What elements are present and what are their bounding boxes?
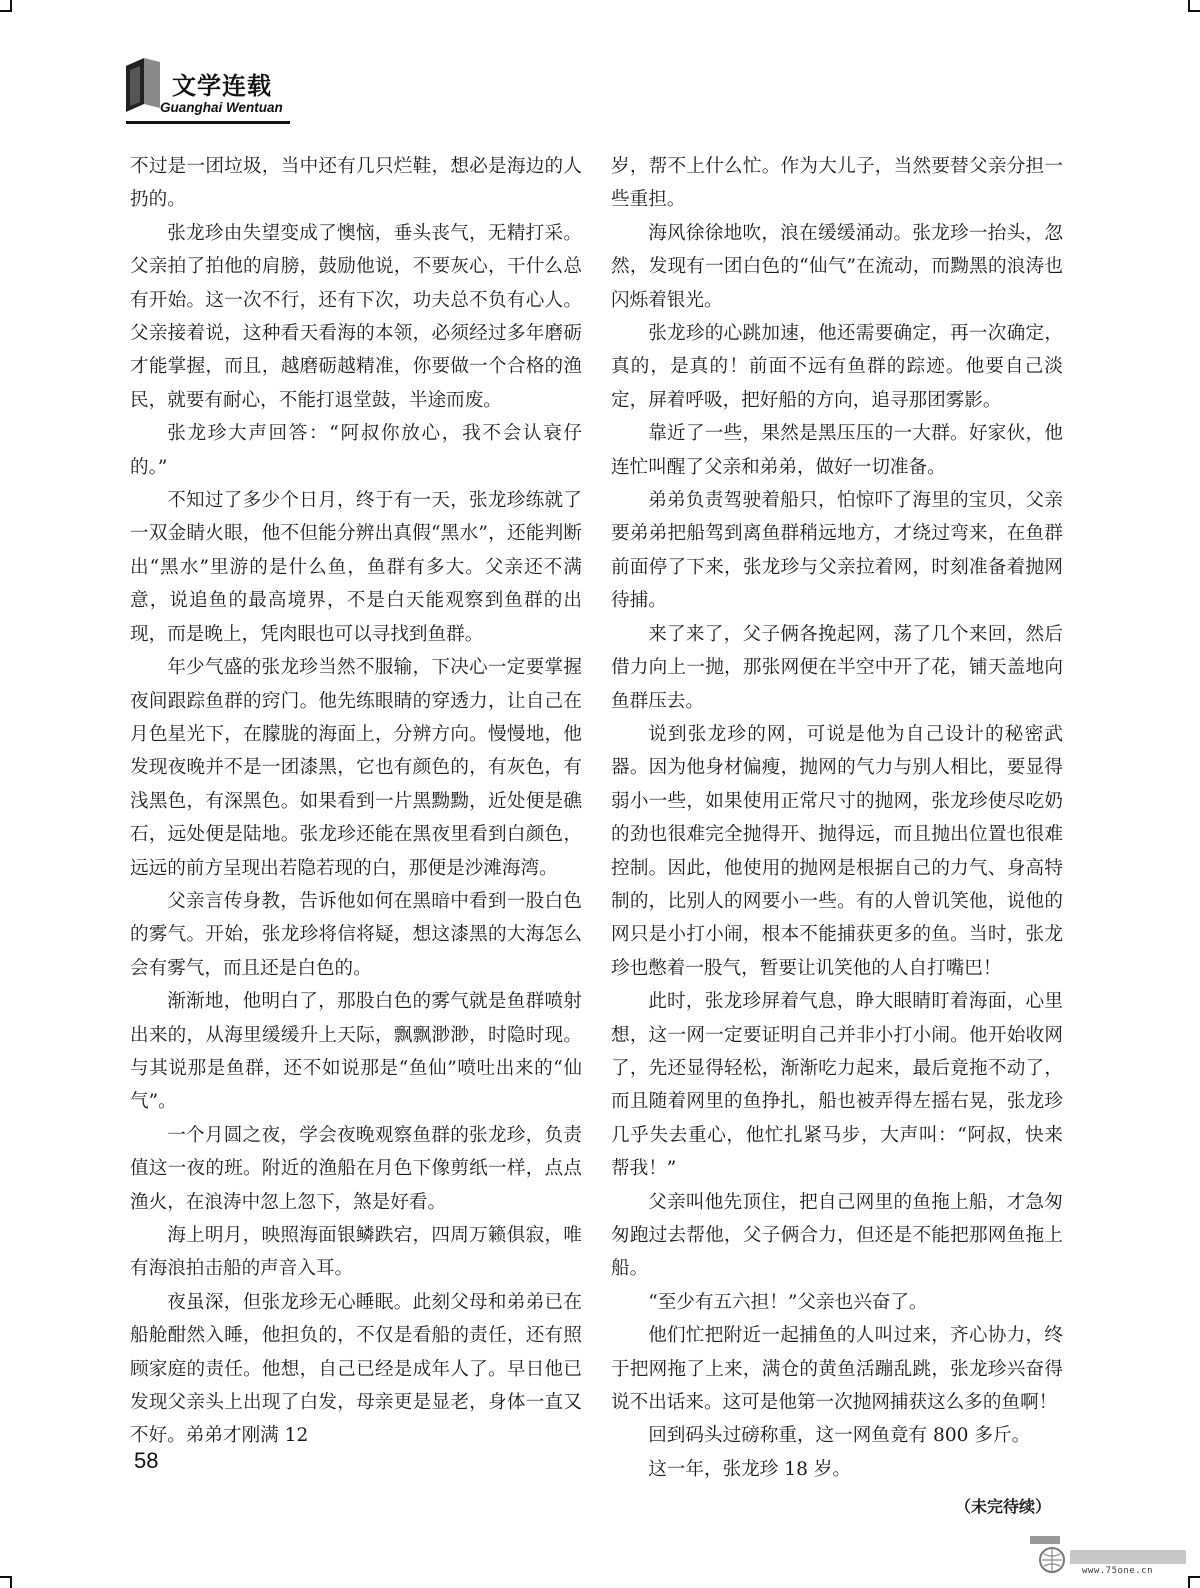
crop-mark <box>10 0 12 12</box>
right-column <box>611 150 1063 1524</box>
paragraph: 说到张龙珍的网，可说是他为自己设计的秘密武器。因为他身材偏瘦，抛网的气力与别人相比，要显得弱小一些，如果使用正常尺寸的抛网，张龙珍使尽吃奶的劲也很难完全抛得开、抛得远，而且抛出位置也很难控制。因此，他使用的抛网是根据自己的力气、身高特制的，比别人的网要小一些。有的人曾讥笑他，说他的网只是小打小闹，根本不能捕获更多的鱼。当时，张龙珍也憋着一股气，暂要让讥笑他的人自打嘴巴！ <box>611 723 1063 979</box>
book-logo-icon <box>126 58 160 112</box>
paragraph: 他们忙把附近一起捕鱼的人叫过来，齐心协力，终于把网拖了上来，满仓的黄鱼活蹦乱跳，张龙珍兴奋得说不出话来。这可是他第一次抛网捕获这么多的鱼啊！ <box>611 1325 1063 1414</box>
paragraph: 一个月圆之夜，学会夜晚观察鱼群的张龙珍，负责值这一夜的班。附近的渔船在月色下像剪纸一样，点点渔火，在浪涛中忽上忽下，煞是好看。 <box>130 1124 582 1213</box>
crop-mark <box>10 1576 12 1588</box>
crop-mark <box>1188 1576 1190 1588</box>
paragraph: 弟弟负责驾驶着船只，怕惊吓了海里的宝贝，父亲要弟弟把船驾到离鱼群稍远地方，才绕过弯来，在鱼群前面停了下来，张龙珍与父亲拉着网，时刻准备着抛网待捕。 <box>611 490 1063 612</box>
paragraph: “至少有五六担！”父亲也兴奋了。 <box>648 1291 928 1313</box>
page-number: 58 <box>134 1448 159 1473</box>
paragraph: 年少气盛的张龙珍当然不服输，下决心一定要掌握夜间跟踪鱼群的窍门。他先练眼睛的穿透力，让自己在月色星光下，在朦胧的海面上，分辨方向。慢慢地，他发现夜晚并不是一团漆黑，它也有颜色的，有灰色，有浅黑色，有深黑色。如果看到一片黑黝黝，近处便是礁石，远处便是陆地。张龙珍还能在黑夜里看到白颜色，远远的前方呈现出若隐若现的白，那便是沙滩海湾。 <box>130 657 582 879</box>
paragraph: 此时，张龙珍屏着气息，睁大眼睛盯着海面，心里想，这一网一定要证明自己并非小打小闹。他开始收网了，先还显得轻松，渐渐吃力起来，最后竟拖不动了，而且随着网里的鱼挣扎，船也被弄得左摇右晃，张龙珍几乎失去重心，他忙扎紧马步，大声叫：“阿叔，快来帮我！” <box>611 991 1063 1180</box>
section-title: 文学连载 <box>172 72 272 100</box>
paragraph: 父亲言传身教，告诉他如何在黑暗中看到一股白色的雾气。开始，张龙珍将信将疑，想这漆黑的大海怎么会有雾气，而且还是白色的。 <box>130 890 582 979</box>
section-subtitle: Guanghai Wentuan <box>160 100 283 115</box>
paragraph: 张龙珍大声回答：“阿叔你放心，我不会认衰仔的。” <box>130 423 582 478</box>
paragraph: 海上明月，映照海面银鳞跌宕，四周万籁俱寂，唯有海浪拍击船的声音入耳。 <box>130 1225 582 1280</box>
to-be-continued: （未完待续） <box>954 1497 1051 1517</box>
paragraph: 岁，帮不上什么忙。作为大儿子，当然要替父亲分担一些重担。 <box>611 156 1063 211</box>
header-rule <box>126 121 290 124</box>
paragraph: 不过是一团垃圾，当中还有几只烂鞋，想必是海边的人扔的。 <box>130 156 582 211</box>
paragraph: 张龙珍由失望变成了懊恼，垂头丧气，无精打采。父亲拍了拍他的肩膀，鼓励他说，不要灰心，干什么总有开始。这一次不行，还有下次，功夫总不负有心人。父亲接着说，这种看天看海的本领，必须经过多年磨砺才能掌握，而且，越磨砺越精准，你要做一个合格的渔民，就要有耐心，不能打退堂鼓，半途而废。 <box>130 222 582 411</box>
paragraph: 这一年，张龙珍 18 岁。 <box>648 1458 852 1480</box>
paragraph: 渐渐地，他明白了，那股白色的雾气就是鱼群喷射出来的，从海里缓缓升上天际，飘飘渺渺，时隐时现。与其说那是鱼群，还不如说那是“鱼仙”喷吐出来的“仙气”。 <box>130 991 582 1113</box>
paragraph: 父亲叫他先顶住，把自己网里的鱼拖上船，才急匆匆跑过去帮他，父子俩合力，但还是不能把那网鱼拖上船。 <box>611 1191 1063 1280</box>
paragraph: 来了来了，父子俩各挽起网，荡了几个来回，然后借力向上一抛，那张网便在半空中开了花，铺天盖地向鱼群压去。 <box>611 623 1063 712</box>
crop-mark <box>1188 0 1190 12</box>
left-column <box>130 150 582 1453</box>
paragraph: 回到码头过磅称重，这一网鱼竟有 800 多斤。 <box>648 1425 1031 1447</box>
paragraph: 不知过了多少个日月，终于有一天，张龙珍练就了一双金睛火眼，他不但能分辨出真假“黑水”，还能判断出“黑水”里游的是什么鱼，鱼群有多大。父亲还不满意，说追鱼的最高境界，不是白天能观察到鱼群的出现，而是晚上，凭肉眼也可以寻找到鱼群。 <box>130 490 582 645</box>
paragraph: 靠近了一些，果然是黑压压的一大群。好家伙，他连忙叫醒了父亲和弟弟，做好一切准备。 <box>611 423 1063 478</box>
paragraph: 张龙珍的心跳加速，他还需要确定，再一次确定，真的，是真的！前面不远有鱼群的踪迹。他要自己淡定，屏着呼吸，把好船的方向，追寻那团雾影。 <box>611 323 1063 411</box>
watermark-url: www.75one.cn <box>1082 1566 1154 1576</box>
paragraph: 夜虽深，但张龙珍无心睡眠。此刻父母和弟弟已在船舱酣然入睡，他担负的，不仅是看船的责任，还有照顾家庭的责任。他想，自己已经是成年人了。早日他已发现父亲头上出现了白发，母亲更是显老，身体一直又不好。弟弟才刚满 12 <box>130 1291 582 1447</box>
paragraph: 海风徐徐地吹，浪在缓缓涌动。张龙珍一抬头，忽然，发现有一团白色的“仙气”在流动，而黝黑的浪涛也闪烁着银光。 <box>611 222 1063 311</box>
